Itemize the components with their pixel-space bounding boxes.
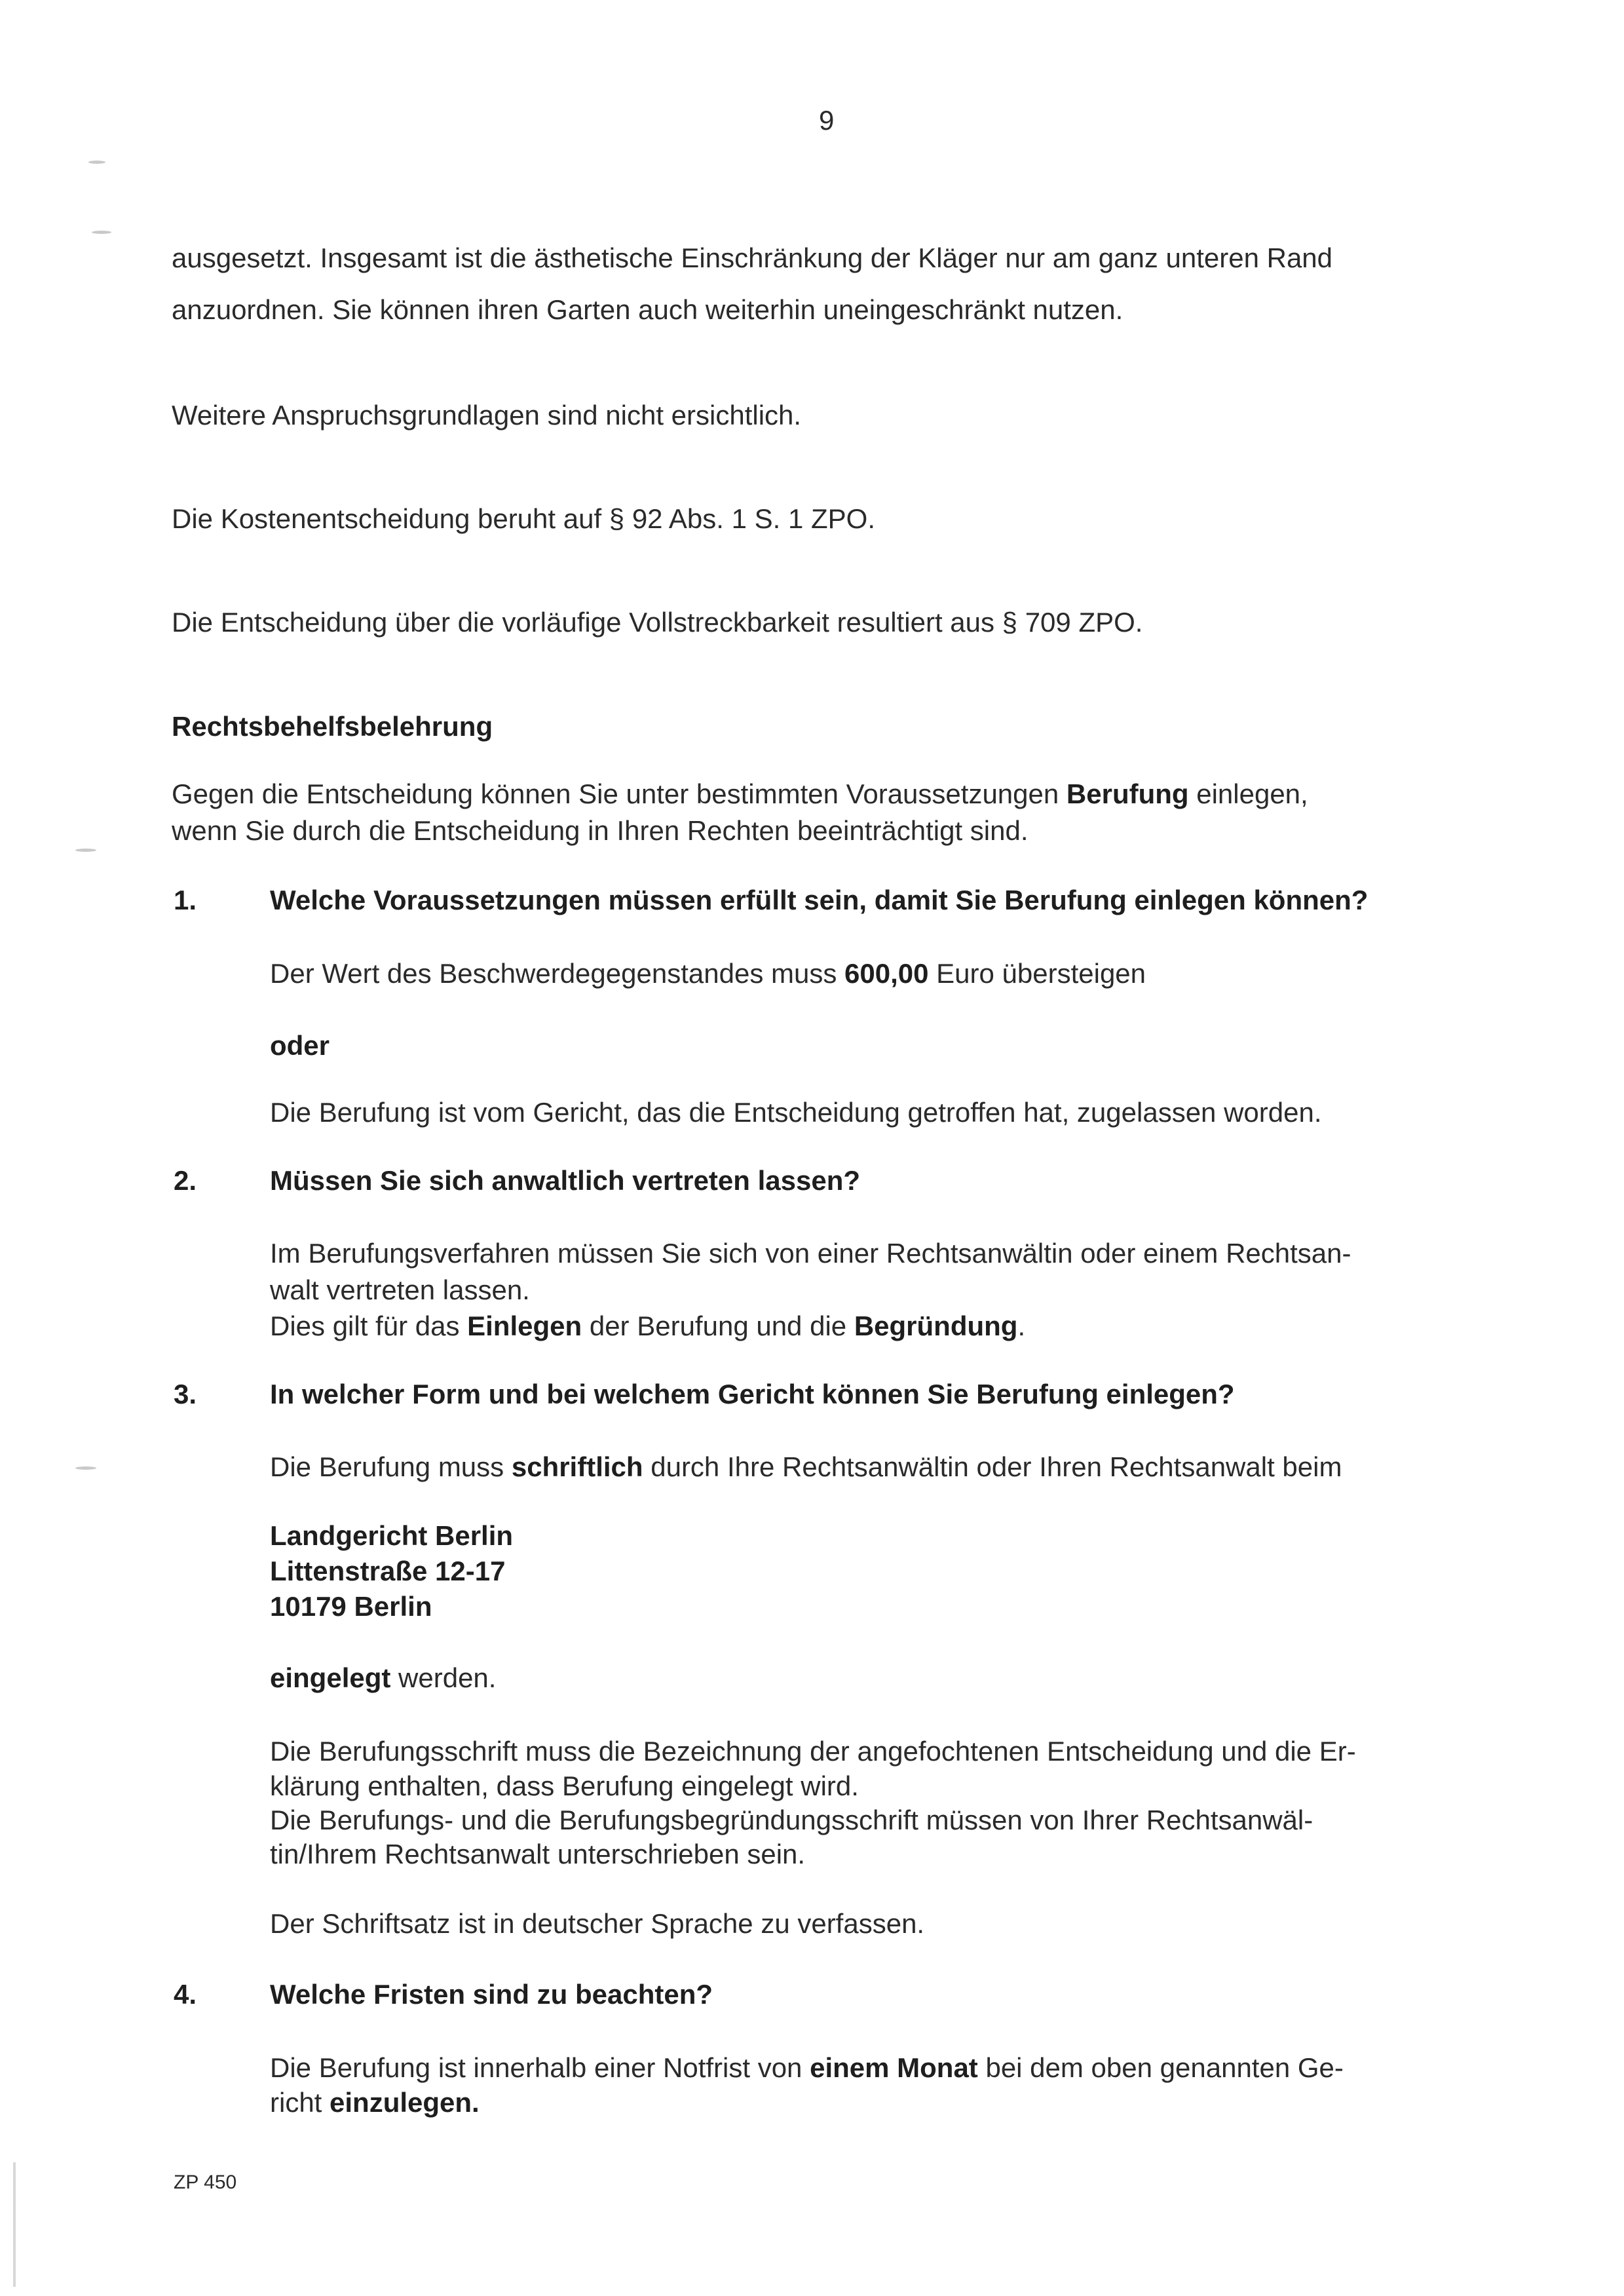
item-text: Die Berufung ist vom Gericht, das die Entscheidung getroffen hat, zugelassen worden.	[270, 1097, 1322, 1128]
item-text: walt vertreten lassen.	[270, 1274, 530, 1305]
item-number: 1.	[174, 885, 197, 915]
item-text: tin/Ihrem Rechtsanwalt unterschrieben sein.	[270, 1839, 806, 1869]
paragraph-vollstreckbarkeit: Die Entscheidung über die vorläufige Vollstreckbarkeit resultiert aus § 709 ZPO.	[172, 607, 1143, 638]
item-text: eingelegt werden.	[270, 1662, 497, 1693]
scan-edge	[13, 2162, 16, 2287]
item-number: 4.	[174, 1979, 197, 2010]
item-text: Im Berufungsverfahren müssen Sie sich von einer Rechtsanwältin oder einem Rechtsan-	[270, 1238, 1351, 1269]
item-text-oder: oder	[270, 1030, 330, 1061]
item-text: Der Schriftsatz ist in deutscher Sprache zu verfassen.	[270, 1908, 925, 1939]
court-city: 10179 Berlin	[270, 1591, 432, 1622]
item-text: klärung enthalten, dass Berufung eingelegt wird.	[270, 1770, 859, 1801]
form-code-footer: ZP 450	[174, 2172, 237, 2193]
intro-line-2: anzuordnen. Sie können ihren Garten auch weiterhin uneingeschränkt nutzen.	[172, 294, 1124, 325]
paragraph-anspruchsgrundlagen: Weitere Anspruchsgrundlagen sind nicht ersichtlich.	[172, 400, 802, 430]
scan-mark	[88, 161, 105, 164]
rechtsbehelf-intro-line-1: Gegen die Entscheidung können Sie unter bestimmten Voraussetzungen Berufung einlegen,	[172, 778, 1308, 809]
item-text: Die Berufungsschrift muss die Bezeichnung der angefochtenen Entscheidung und die Er-	[270, 1736, 1356, 1767]
item-text: Der Wert des Beschwerdegegenstandes muss 600,00 Euro übersteigen	[270, 958, 1146, 989]
paragraph-kostenentscheidung: Die Kostenentscheidung beruht auf § 92 Abs. 1 S. 1 ZPO.	[172, 503, 876, 534]
intro-line-1: ausgesetzt. Insgesamt ist die ästhetische Einschränkung der Kläger nur am ganz unteren Rand	[172, 242, 1333, 273]
item-question: In welcher Form und bei welchem Gericht können Sie Berufung einlegen?	[270, 1379, 1235, 1409]
scan-mark	[75, 849, 96, 852]
item-question: Müssen Sie sich anwaltlich vertreten lassen?	[270, 1165, 861, 1196]
section-heading: Rechtsbehelfsbelehrung	[172, 711, 493, 742]
item-text: Die Berufung muss schriftlich durch Ihre Rechtsanwältin oder Ihren Rechtsanwalt beim	[270, 1451, 1342, 1482]
page-number: 9	[819, 105, 835, 136]
item-question: Welche Voraussetzungen müssen erfüllt sein, damit Sie Berufung einlegen können?	[270, 885, 1369, 915]
court-name: Landgericht Berlin	[270, 1520, 514, 1551]
item-text: Die Berufung ist innerhalb einer Notfrist von einem Monat bei dem oben genannten Ge-	[270, 2052, 1344, 2083]
item-text: richt einzulegen.	[270, 2087, 480, 2118]
item-question: Welche Fristen sind zu beachten?	[270, 1979, 713, 2010]
item-text: Dies gilt für das Einlegen der Berufung und die Begründung.	[270, 1311, 1026, 1341]
rechtsbehelf-intro-line-2: wenn Sie durch die Entscheidung in Ihren Rechten beeinträchtigt sind.	[172, 815, 1029, 846]
item-number: 3.	[174, 1379, 197, 1409]
scan-mark	[92, 231, 111, 234]
court-street: Littenstraße 12-17	[270, 1556, 506, 1586]
item-text: Die Berufungs- und die Berufungsbegründungsschrift müssen von Ihrer Rechtsanwäl-	[270, 1805, 1313, 1835]
item-number: 2.	[174, 1165, 197, 1196]
scan-mark	[75, 1466, 96, 1470]
